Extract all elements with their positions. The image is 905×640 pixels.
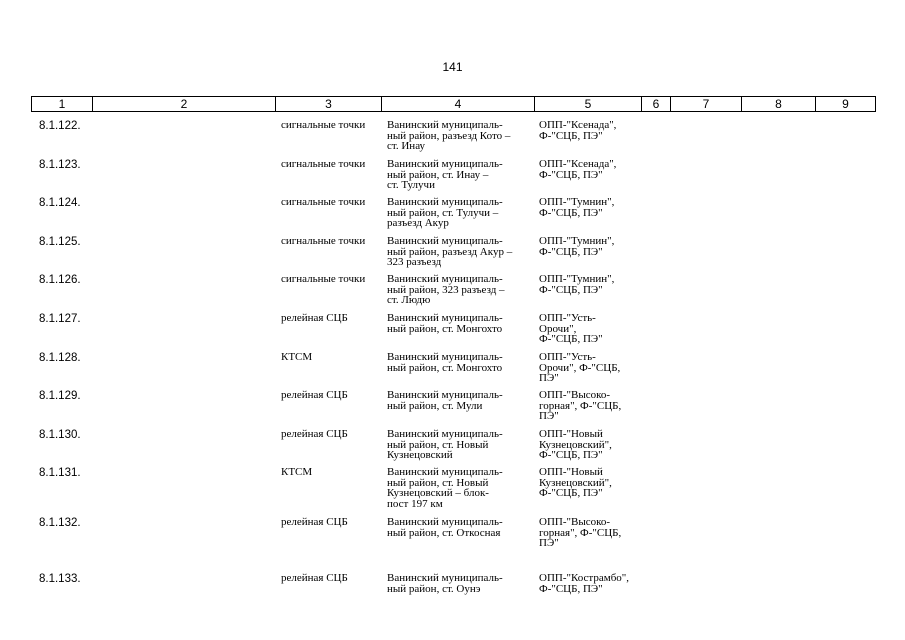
column-header-7: 7 <box>671 97 742 112</box>
header-row <box>32 97 876 112</box>
organization: ОПП-"Новый Кузнецовский", Ф-"СЦБ, ПЭ" <box>539 466 612 499</box>
location: Ванинский муниципаль- ный район, ст. Новый Кузнецовский – блок- пост 197 км <box>387 466 503 510</box>
organization: ОПП-"Новый Кузнецовский", Ф-"СЦБ, ПЭ" <box>539 428 612 461</box>
entry-number: 8.1.131. <box>39 467 81 479</box>
organization: ОПП-"Кострамбо", Ф-"СЦБ, ПЭ" <box>539 572 630 595</box>
organization: ОПП-"Тумнин", Ф-"СЦБ, ПЭ" <box>539 196 615 219</box>
organization: ОПП-"Усть- Орочи", Ф-"СЦБ, ПЭ" <box>539 312 603 345</box>
equipment-type: релейная СЦБ <box>281 312 348 324</box>
entry-number: 8.1.127. <box>39 313 81 325</box>
equipment-type: сигнальные точки <box>281 158 366 170</box>
equipment-type: релейная СЦБ <box>281 389 348 401</box>
entry-number: 8.1.129. <box>39 390 81 402</box>
entry-number: 8.1.122. <box>39 120 81 132</box>
location: Ванинский муниципаль- ный район, ст. Монгохто <box>387 351 503 374</box>
entry-number: 8.1.123. <box>39 159 81 171</box>
organization: ОПП-"Ксенада", Ф-"СЦБ, ПЭ" <box>539 119 617 142</box>
column-header-6: 6 <box>642 97 671 112</box>
page-number: 141 <box>442 60 463 74</box>
organization: ОПП-"Высоко- горная", Ф-"СЦБ, ПЭ" <box>539 389 622 422</box>
location: Ванинский муниципаль- ный район, ст. Монгохто <box>387 312 503 335</box>
organization: ОПП-"Высоко- горная", Ф-"СЦБ, ПЭ" <box>539 516 622 549</box>
entry-number: 8.1.128. <box>39 352 81 364</box>
column-header-3: 3 <box>276 97 382 112</box>
location: Ванинский муниципаль- ный район, 323 разъезд – ст. Людю <box>387 273 505 306</box>
column-header-4: 4 <box>382 97 535 112</box>
location: Ванинский муниципаль- ный район, разъезд Акур – 323 разъезд <box>387 235 513 268</box>
equipment-type: сигнальные точки <box>281 196 366 208</box>
column-number-header <box>31 96 876 112</box>
equipment-type: КТСМ <box>281 351 313 363</box>
organization: ОПП-"Тумнин", Ф-"СЦБ, ПЭ" <box>539 273 615 296</box>
entry-number: 8.1.133. <box>39 573 81 585</box>
equipment-type: КТСМ <box>281 466 313 478</box>
equipment-type: релейная СЦБ <box>281 516 348 528</box>
location: Ванинский муниципаль- ный район, ст. Оунэ <box>387 572 503 595</box>
organization: ОПП-"Усть- Орочи", Ф-"СЦБ, ПЭ" <box>539 351 621 384</box>
location: Ванинский муниципаль- ный район, ст. Мули <box>387 389 503 412</box>
organization: ОПП-"Ксенада", Ф-"СЦБ, ПЭ" <box>539 158 617 181</box>
column-header-2: 2 <box>93 97 276 112</box>
column-header-8: 8 <box>742 97 816 112</box>
equipment-type: сигнальные точки <box>281 273 366 285</box>
equipment-type: релейная СЦБ <box>281 428 348 440</box>
entry-number: 8.1.132. <box>39 517 81 529</box>
location: Ванинский муниципаль- ный район, ст. Тулучи – разъезд Акур <box>387 196 503 229</box>
organization: ОПП-"Тумнин", Ф-"СЦБ, ПЭ" <box>539 235 615 258</box>
entry-number: 8.1.126. <box>39 274 81 286</box>
equipment-type: релейная СЦБ <box>281 572 348 584</box>
entry-number: 8.1.130. <box>39 429 81 441</box>
entry-number: 8.1.124. <box>39 197 81 209</box>
column-header-5: 5 <box>535 97 642 112</box>
equipment-type: сигнальные точки <box>281 119 366 131</box>
location: Ванинский муниципаль- ный район, ст. Откосная <box>387 516 503 539</box>
equipment-type: сигнальные точки <box>281 235 366 247</box>
column-header-9: 9 <box>816 97 876 112</box>
entry-number: 8.1.125. <box>39 236 81 248</box>
location: Ванинский муниципаль- ный район, ст. Инау – ст. Тулучи <box>387 158 503 191</box>
location: Ванинский муниципаль- ный район, разъезд Кото – ст. Инау <box>387 119 511 152</box>
location: Ванинский муниципаль- ный район, ст. Новый Кузнецовский <box>387 428 503 461</box>
column-header-1: 1 <box>32 97 93 112</box>
